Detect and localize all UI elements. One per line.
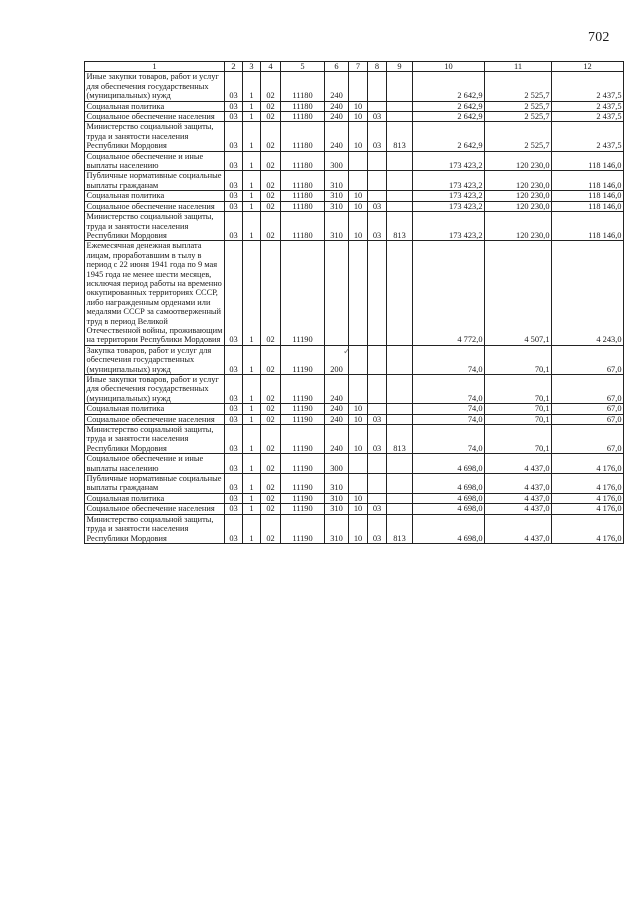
cell-code-7 (349, 375, 368, 404)
cell-amount-12: 67,0 (552, 375, 624, 404)
cell-code-8: 03 (368, 504, 387, 514)
cell-code-4: 02 (261, 151, 281, 171)
table-row (85, 72, 624, 101)
cell-amount-10: 2 642,9 (413, 112, 485, 122)
table-row (85, 345, 624, 374)
cell-code-4: 02 (261, 241, 281, 345)
cell-name: Публичные нормативные социальные выплаты гражданам (85, 171, 225, 191)
cell-code-2: 03 (225, 201, 243, 211)
cell-code-4: 02 (261, 122, 281, 151)
cell-code-7: 10 (349, 212, 368, 241)
cell-amount-10: 74,0 (413, 375, 485, 404)
cell-name: Министерство социальной защиты, труда и занятости населения Республики Мордовия (85, 514, 225, 543)
cell-code-2: 03 (225, 191, 243, 201)
cell-amount-10: 2 642,9 (413, 72, 485, 101)
column-header-3: 3 (243, 62, 261, 72)
cell-code-7 (349, 151, 368, 171)
cell-code-7: 10 (349, 201, 368, 211)
cell-amount-11: 120 230,0 (485, 212, 552, 241)
cell-code-8 (368, 493, 387, 503)
cell-code-8 (368, 171, 387, 191)
cell-amount-11: 120 230,0 (485, 201, 552, 211)
cell-name: Социальная политика (85, 493, 225, 503)
cell-code-9 (387, 375, 413, 404)
cell-code-6: 240 (325, 404, 349, 414)
cell-name: Ежемесячная денежная выплата лицам, проработавшим в тылу в период с 22 июня 1941 года по 9 мая 1945 года не менее шести месяцев, исключая период работы на временно оккупированных территориях СССР, либо награжденным орденами или медалями СССР за самоотверженный труд в период Великой Отечественной войны, проживающим на территории Республики Мордовия (85, 241, 225, 345)
cell-amount-10: 4 698,0 (413, 514, 485, 543)
cell-code-5: 11190 (281, 375, 325, 404)
cell-amount-12: 4 176,0 (552, 504, 624, 514)
cell-code-5: 11190 (281, 514, 325, 543)
cell-code-8 (368, 101, 387, 111)
table-row (85, 212, 624, 241)
column-header-10: 10 (413, 62, 485, 72)
cell-amount-12: 2 437,5 (552, 72, 624, 101)
cell-code-6: 310 (325, 201, 349, 211)
cell-code-3: 1 (243, 171, 261, 191)
cell-amount-10: 2 642,9 (413, 122, 485, 151)
cell-code-3: 1 (243, 414, 261, 424)
cell-code-3: 1 (243, 101, 261, 111)
cell-amount-12: 4 176,0 (552, 454, 624, 474)
cell-code-5: 11180 (281, 212, 325, 241)
cell-code-6: 300 (325, 151, 349, 171)
table-row (85, 241, 624, 345)
cell-code-2: 03 (225, 425, 243, 454)
table-row (85, 454, 624, 474)
cell-code-2: 03 (225, 375, 243, 404)
cell-code-4: 02 (261, 493, 281, 503)
cell-code-8: 03 (368, 122, 387, 151)
cell-amount-11: 70,1 (485, 375, 552, 404)
cell-code-6: 240 (325, 414, 349, 424)
cell-code-2: 03 (225, 404, 243, 414)
cell-code-9 (387, 345, 413, 374)
cell-name: Иные закупки товаров, работ и услуг для обеспечения государственных (муниципальных) нужд (85, 375, 225, 404)
cell-name: Министерство социальной защиты, труда и занятости населения Республики Мордовия (85, 425, 225, 454)
cell-code-3: 1 (243, 404, 261, 414)
table-row (85, 504, 624, 514)
table-row (85, 191, 624, 201)
cell-code-2: 03 (225, 151, 243, 171)
cell-code-3: 1 (243, 122, 261, 151)
cell-code-4: 02 (261, 171, 281, 191)
cell-code-9 (387, 101, 413, 111)
cell-code-4: 02 (261, 425, 281, 454)
cell-code-5: 11190 (281, 414, 325, 424)
table-row (85, 414, 624, 424)
cell-amount-11: 4 507,1 (485, 241, 552, 345)
cell-code-9: 813 (387, 212, 413, 241)
cell-code-9 (387, 171, 413, 191)
cell-name: Публичные нормативные социальные выплаты гражданам (85, 474, 225, 494)
cell-code-3: 1 (243, 191, 261, 201)
cell-code-6 (325, 241, 349, 345)
cell-name: Социальное обеспечение и иные выплаты населению (85, 151, 225, 171)
cell-amount-10: 173 423,2 (413, 212, 485, 241)
cell-code-6: 310 (325, 171, 349, 191)
cell-code-2: 03 (225, 72, 243, 101)
cell-name: Социальная политика (85, 404, 225, 414)
cell-code-4: 02 (261, 191, 281, 201)
cell-code-7 (349, 72, 368, 101)
cell-code-5: 11180 (281, 191, 325, 201)
cell-code-2: 03 (225, 504, 243, 514)
cell-code-5: 11180 (281, 151, 325, 171)
cell-amount-10: 4 698,0 (413, 474, 485, 494)
cell-name: Социальное обеспечение и иные выплаты населению (85, 454, 225, 474)
cell-code-4: 02 (261, 414, 281, 424)
cell-code-4: 02 (261, 201, 281, 211)
cell-code-9: 813 (387, 122, 413, 151)
pencil-mark: ✓ (343, 346, 351, 356)
cell-code-6: 240 (325, 122, 349, 151)
cell-amount-10: 4 698,0 (413, 504, 485, 514)
cell-code-5: 11190 (281, 404, 325, 414)
table-header (85, 62, 624, 72)
cell-code-4: 02 (261, 345, 281, 374)
cell-code-7: 10 (349, 404, 368, 414)
cell-code-7 (349, 241, 368, 345)
column-header-7: 7 (349, 62, 368, 72)
table-row (85, 101, 624, 111)
cell-code-7 (349, 474, 368, 494)
cell-code-3: 1 (243, 493, 261, 503)
table-row (85, 493, 624, 503)
cell-amount-11: 2 525,7 (485, 72, 552, 101)
cell-code-2: 03 (225, 514, 243, 543)
cell-code-5: 11180 (281, 112, 325, 122)
cell-code-9 (387, 191, 413, 201)
cell-amount-11: 4 437,0 (485, 454, 552, 474)
cell-amount-12: 67,0 (552, 414, 624, 424)
cell-code-7: 10 (349, 425, 368, 454)
table-row (85, 171, 624, 191)
cell-name: Социальное обеспечение населения (85, 201, 225, 211)
cell-code-4: 02 (261, 72, 281, 101)
cell-name: Социальное обеспечение населения (85, 414, 225, 424)
cell-amount-10: 173 423,2 (413, 171, 485, 191)
cell-code-9 (387, 112, 413, 122)
cell-amount-10: 2 642,9 (413, 101, 485, 111)
cell-name: Иные закупки товаров, работ и услуг для обеспечения государственных (муниципальных) нужд (85, 72, 225, 101)
cell-code-5: 11180 (281, 122, 325, 151)
cell-amount-10: 74,0 (413, 345, 485, 374)
cell-amount-11: 120 230,0 (485, 171, 552, 191)
cell-code-2: 03 (225, 112, 243, 122)
cell-amount-12: 2 437,5 (552, 101, 624, 111)
cell-code-3: 1 (243, 241, 261, 345)
table-row (85, 425, 624, 454)
cell-code-4: 02 (261, 454, 281, 474)
cell-amount-10: 74,0 (413, 414, 485, 424)
cell-code-9 (387, 151, 413, 171)
cell-code-5: 11190 (281, 345, 325, 374)
column-header-5: 5 (281, 62, 325, 72)
cell-amount-11: 2 525,7 (485, 122, 552, 151)
cell-code-2: 03 (225, 212, 243, 241)
cell-amount-11: 4 437,0 (485, 474, 552, 494)
cell-code-8: 03 (368, 201, 387, 211)
cell-code-2: 03 (225, 474, 243, 494)
cell-code-8: 03 (368, 514, 387, 543)
cell-code-8 (368, 191, 387, 201)
cell-amount-12: 67,0 (552, 345, 624, 374)
cell-code-5: 11190 (281, 493, 325, 503)
cell-amount-11: 70,1 (485, 414, 552, 424)
cell-code-3: 1 (243, 72, 261, 101)
cell-code-8 (368, 72, 387, 101)
table-row (85, 122, 624, 151)
cell-amount-12: 4 176,0 (552, 514, 624, 543)
cell-code-5: 11180 (281, 101, 325, 111)
cell-code-3: 1 (243, 345, 261, 374)
table-row (85, 112, 624, 122)
cell-amount-11: 70,1 (485, 425, 552, 454)
cell-amount-12: 67,0 (552, 404, 624, 414)
table-row (85, 201, 624, 211)
cell-amount-12: 67,0 (552, 425, 624, 454)
cell-amount-10: 173 423,2 (413, 151, 485, 171)
cell-code-2: 03 (225, 493, 243, 503)
cell-amount-10: 4 698,0 (413, 493, 485, 503)
cell-code-4: 02 (261, 212, 281, 241)
cell-code-3: 1 (243, 201, 261, 211)
cell-code-8 (368, 345, 387, 374)
cell-code-7: 10 (349, 414, 368, 424)
cell-code-4: 02 (261, 404, 281, 414)
cell-name: Социальное обеспечение населения (85, 504, 225, 514)
cell-code-7 (349, 345, 368, 374)
cell-amount-11: 70,1 (485, 345, 552, 374)
cell-code-8: 03 (368, 112, 387, 122)
cell-code-7 (349, 454, 368, 474)
cell-code-7: 10 (349, 493, 368, 503)
cell-amount-10: 4 698,0 (413, 454, 485, 474)
cell-amount-12: 2 437,5 (552, 112, 624, 122)
cell-code-3: 1 (243, 112, 261, 122)
cell-code-9: 813 (387, 514, 413, 543)
cell-code-9 (387, 454, 413, 474)
table-row (85, 151, 624, 171)
table-row (85, 514, 624, 543)
cell-amount-12: 4 176,0 (552, 474, 624, 494)
table-row (85, 375, 624, 404)
cell-amount-11: 4 437,0 (485, 504, 552, 514)
cell-code-7: 10 (349, 122, 368, 151)
cell-code-5: 11180 (281, 72, 325, 101)
cell-code-2: 03 (225, 345, 243, 374)
cell-code-8: 03 (368, 212, 387, 241)
cell-code-7: 10 (349, 504, 368, 514)
cell-code-9 (387, 414, 413, 424)
cell-code-2: 03 (225, 414, 243, 424)
cell-code-3: 1 (243, 454, 261, 474)
cell-code-4: 02 (261, 375, 281, 404)
cell-code-8 (368, 241, 387, 345)
cell-amount-12: 118 146,0 (552, 151, 624, 171)
cell-name: Министерство социальной защиты, труда и занятости населения Республики Мордовия (85, 212, 225, 241)
cell-code-7: 10 (349, 101, 368, 111)
cell-code-3: 1 (243, 151, 261, 171)
cell-code-8 (368, 151, 387, 171)
cell-amount-11: 2 525,7 (485, 112, 552, 122)
cell-amount-11: 2 525,7 (485, 101, 552, 111)
cell-code-9 (387, 72, 413, 101)
cell-code-7: 10 (349, 112, 368, 122)
cell-name: Министерство социальной защиты, труда и занятости населения Республики Мордовия (85, 122, 225, 151)
cell-amount-10: 173 423,2 (413, 201, 485, 211)
cell-code-6: 310 (325, 493, 349, 503)
header-row (85, 62, 624, 72)
column-header-1: 1 (85, 62, 225, 72)
cell-code-8: 03 (368, 414, 387, 424)
cell-code-3: 1 (243, 425, 261, 454)
cell-amount-12: 4 176,0 (552, 493, 624, 503)
cell-amount-11: 120 230,0 (485, 151, 552, 171)
cell-code-3: 1 (243, 474, 261, 494)
cell-code-6: 240 (325, 72, 349, 101)
cell-code-6: 200 (325, 345, 349, 374)
cell-code-6: 310 (325, 504, 349, 514)
cell-amount-12: 118 146,0 (552, 201, 624, 211)
cell-amount-11: 4 437,0 (485, 514, 552, 543)
cell-code-2: 03 (225, 101, 243, 111)
cell-amount-12: 118 146,0 (552, 191, 624, 201)
cell-code-8 (368, 454, 387, 474)
cell-code-6: 240 (325, 425, 349, 454)
cell-name: Закупка товаров, работ и услуг для обеспечения государственных (муниципальных) нужд (85, 345, 225, 374)
column-header-8: 8 (368, 62, 387, 72)
table-row (85, 404, 624, 414)
cell-amount-11: 4 437,0 (485, 493, 552, 503)
cell-code-2: 03 (225, 122, 243, 151)
cell-code-9 (387, 474, 413, 494)
cell-code-2: 03 (225, 454, 243, 474)
cell-code-6: 310 (325, 212, 349, 241)
cell-code-3: 1 (243, 212, 261, 241)
column-header-2: 2 (225, 62, 243, 72)
cell-code-4: 02 (261, 474, 281, 494)
cell-code-6: 310 (325, 514, 349, 543)
cell-code-5: 11190 (281, 474, 325, 494)
cell-code-4: 02 (261, 504, 281, 514)
cell-code-3: 1 (243, 514, 261, 543)
cell-code-6: 310 (325, 191, 349, 201)
cell-code-6: 310 (325, 474, 349, 494)
cell-code-6: 240 (325, 375, 349, 404)
budget-table (84, 61, 624, 544)
column-header-6: 6 (325, 62, 349, 72)
cell-amount-12: 2 437,5 (552, 122, 624, 151)
cell-code-9 (387, 201, 413, 211)
cell-code-3: 1 (243, 504, 261, 514)
cell-code-8 (368, 404, 387, 414)
cell-amount-12: 118 146,0 (552, 212, 624, 241)
cell-code-8 (368, 474, 387, 494)
cell-code-8: 03 (368, 425, 387, 454)
cell-code-9 (387, 404, 413, 414)
cell-amount-11: 120 230,0 (485, 191, 552, 201)
column-header-11: 11 (485, 62, 552, 72)
cell-code-4: 02 (261, 112, 281, 122)
cell-code-9 (387, 493, 413, 503)
cell-code-6: 240 (325, 112, 349, 122)
cell-amount-10: 74,0 (413, 425, 485, 454)
cell-amount-10: 74,0 (413, 404, 485, 414)
cell-code-5: 11190 (281, 454, 325, 474)
cell-name: Социальная политика (85, 191, 225, 201)
column-header-12: 12 (552, 62, 624, 72)
cell-amount-12: 118 146,0 (552, 171, 624, 191)
cell-code-7: 10 (349, 191, 368, 201)
cell-code-5: 11180 (281, 201, 325, 211)
cell-code-5: 11180 (281, 171, 325, 191)
cell-code-2: 03 (225, 171, 243, 191)
cell-code-9 (387, 241, 413, 345)
cell-amount-10: 4 772,0 (413, 241, 485, 345)
column-header-9: 9 (387, 62, 413, 72)
cell-code-7 (349, 171, 368, 191)
cell-code-7: 10 (349, 514, 368, 543)
cell-code-3: 1 (243, 375, 261, 404)
cell-code-2: 03 (225, 241, 243, 345)
cell-code-6: 240 (325, 101, 349, 111)
cell-code-8 (368, 375, 387, 404)
cell-code-9: 813 (387, 425, 413, 454)
cell-amount-11: 70,1 (485, 404, 552, 414)
cell-code-4: 02 (261, 514, 281, 543)
cell-code-5: 11190 (281, 425, 325, 454)
cell-amount-12: 4 243,0 (552, 241, 624, 345)
cell-amount-10: 173 423,2 (413, 191, 485, 201)
page-number: 702 (588, 30, 610, 45)
column-header-4: 4 (261, 62, 281, 72)
cell-name: Социальное обеспечение населения (85, 112, 225, 122)
table-body (85, 72, 624, 544)
table-row (85, 474, 624, 494)
cell-code-9 (387, 504, 413, 514)
cell-code-5: 11190 (281, 241, 325, 345)
cell-name: Социальная политика (85, 101, 225, 111)
cell-code-5: 11190 (281, 504, 325, 514)
cell-code-4: 02 (261, 101, 281, 111)
cell-code-6: 300 (325, 454, 349, 474)
